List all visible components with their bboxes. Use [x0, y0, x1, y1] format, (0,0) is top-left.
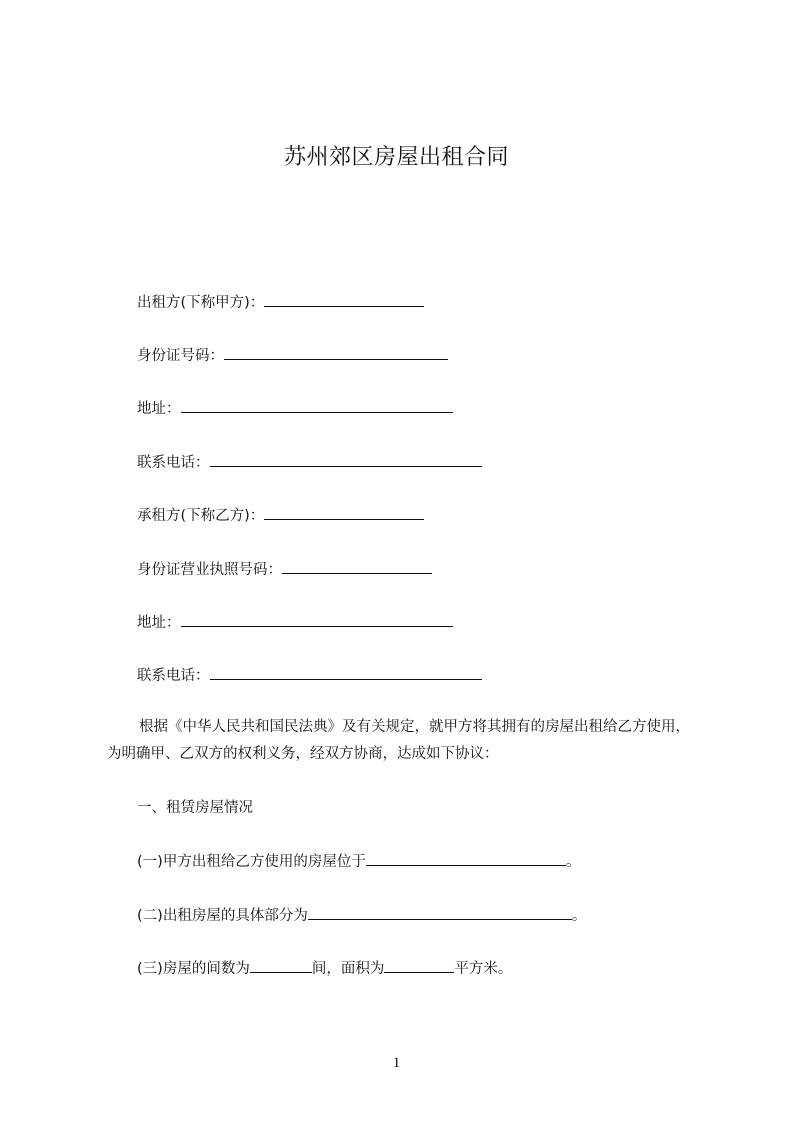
lessee-id-field: [137, 559, 432, 580]
preamble-paragraph: 根据《中华人民共和国民法典》及有关规定，就甲方将其拥有的房屋出租给乙方使用，为明确甲、乙双方的权利义务，经双方协商，达成如下协议：: [107, 719, 690, 762]
page-number: 1: [392, 1055, 401, 1071]
lessee-label: 承租方(下称乙方)：: [137, 508, 265, 524]
lessee-id-label: 身份证营业执照号码：: [137, 562, 282, 578]
item3-suffix: 平方米。: [454, 961, 513, 977]
lessor-phone-label: 联系电话：: [137, 455, 210, 471]
lessor-address-label: 地址：: [137, 401, 181, 417]
lessor-id-field: [137, 345, 448, 366]
item2-suffix: 。: [571, 908, 587, 924]
lessee-field: [137, 505, 424, 526]
section1-item1: [137, 851, 580, 872]
room-count-blank[interactable]: [250, 958, 312, 973]
section1-item3: [137, 958, 512, 979]
item3-mid: 间，面积为: [311, 961, 385, 977]
lessee-phone-field: [137, 665, 482, 686]
lessee-address-field: [137, 612, 453, 633]
item3-prefix: (三)房屋的间数为: [137, 961, 250, 977]
lessee-phone-label: 联系电话：: [137, 668, 210, 684]
lessee-address-label: 地址：: [137, 615, 181, 631]
document-title: 苏州郊区房屋出租合同: [283, 145, 509, 170]
lessor-label: 出租方(下称甲方)：: [137, 295, 265, 311]
lessor-address-field: [137, 398, 453, 419]
lessee-blank[interactable]: [264, 505, 424, 520]
item1-suffix: 。: [565, 854, 581, 870]
area-blank[interactable]: [384, 958, 454, 973]
lessor-address-blank[interactable]: [181, 398, 453, 413]
lessor-phone-field: [137, 452, 482, 473]
lessor-field: [137, 292, 424, 313]
item2-prefix: (二)出租房屋的具体部分为: [137, 908, 308, 924]
section1-item2: [137, 905, 586, 926]
lessor-id-blank[interactable]: [224, 345, 448, 360]
section1-heading: 一、租赁房屋情况: [137, 800, 253, 816]
lessee-id-blank[interactable]: [282, 559, 432, 574]
lessor-blank[interactable]: [264, 292, 424, 307]
lessee-phone-blank[interactable]: [210, 665, 482, 680]
lessor-id-label: 身份证号码：: [137, 348, 224, 364]
rental-part-blank[interactable]: [308, 905, 572, 920]
lessee-address-blank[interactable]: [181, 612, 453, 627]
lessor-phone-blank[interactable]: [210, 452, 482, 467]
item1-prefix: (一)甲方出租给乙方使用的房屋位于: [137, 854, 366, 870]
house-location-blank[interactable]: [366, 851, 566, 866]
